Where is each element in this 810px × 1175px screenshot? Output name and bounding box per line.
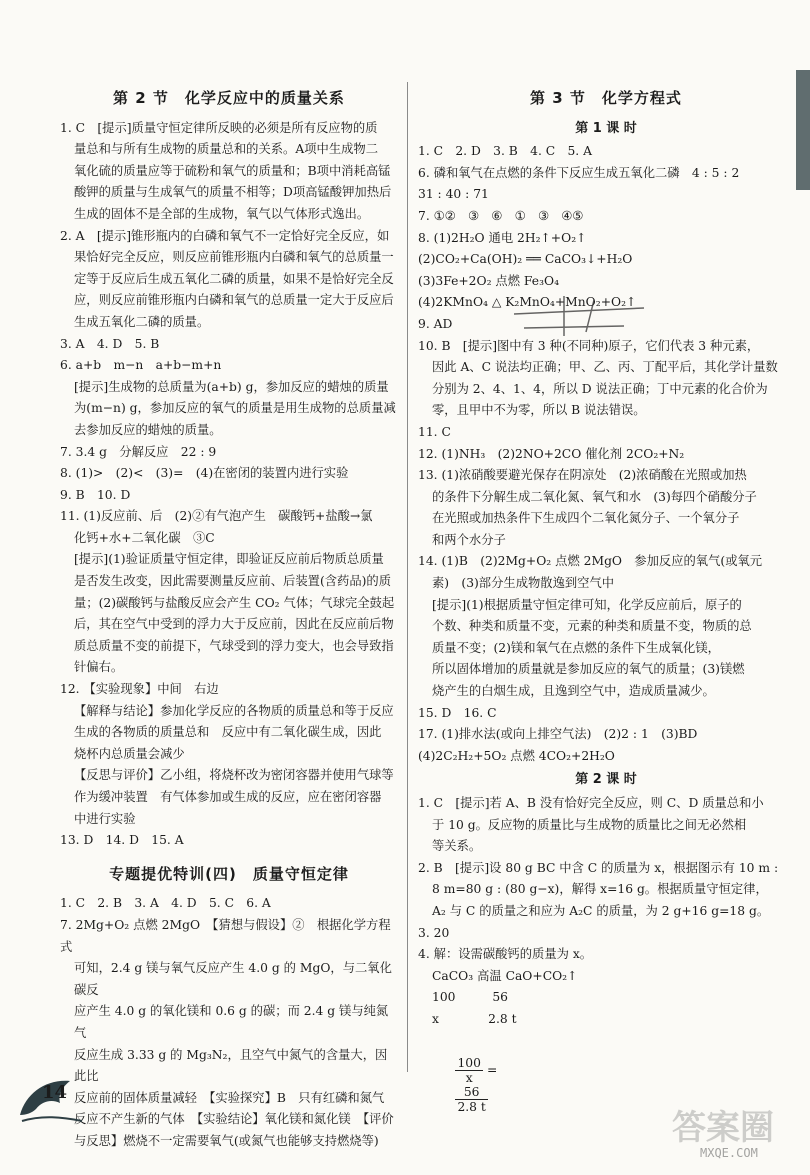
answer-line: (4)2KMnO₄ △ K₂MnO₄+MnO₂+O₂↑ xyxy=(418,295,637,310)
answer-line: 个数、种类和质量不变，元素的种类和质量不变，物质的总 xyxy=(432,619,752,634)
answer-line: 13. D 14. D 15. A xyxy=(60,833,184,848)
answer-line: 所以固体增加的质量就是参加反应的氧气的质量；(3)镁燃 xyxy=(432,662,745,677)
answer-line: 3. A 4. D 5. B xyxy=(60,336,160,351)
answer-line: 2. B [提示]设 80 g BC 中含 C 的质量为 x，根据图示有 10 m : xyxy=(418,860,779,875)
answer-line: 6. 磷和氧气在点燃的条件下反应生成五氧化二磷 4 : 5 : 2 xyxy=(418,165,740,180)
answer-line: 和两个水分子 xyxy=(432,532,506,547)
answer-line: 生成的固体不是全部的生成物，氧气以气体形式逸出。 xyxy=(74,206,370,221)
answer-line: [提示](1)根据质量守恒定律可知，化学反应前后，原子的 xyxy=(432,597,742,612)
column-divider xyxy=(407,82,408,1072)
answer-line: 7. 2Mg+O₂ 点燃 2MgO 【猜想与假设】② 根据化学方程式 xyxy=(60,917,391,954)
handwritten-mark xyxy=(504,288,654,340)
fraction-right: $\frac{56}{2.8 t}$ xyxy=(457,1085,486,1115)
watermark-url: MXQE.COM xyxy=(700,1146,758,1160)
fraction-left: $\frac{100}{x}$ xyxy=(457,1056,481,1086)
answer-line: 2. A [提示]锥形瓶内的白磷和氧气不一定恰好完全反应，如 xyxy=(60,228,390,243)
answer-line: 质总质量不变的前提下，气球受到的浮力变大，也会导致指 xyxy=(74,638,394,653)
answer-line: 9. AD xyxy=(418,316,453,331)
watermark-logo: 答案圈 xyxy=(672,1108,774,1148)
answer-line: 7. ①② ③ ⑥ ① ③ ④⑤ xyxy=(418,208,584,223)
answer-line: (2)CO₂+Ca(OH)₂ ══ CaCO₃↓+H₂O xyxy=(418,252,633,267)
answer-line: 酸钾的质量与生成氧气的质量不相等；D项高锰酸钾加热后 xyxy=(74,185,392,200)
answer-line: 7. 3.4 g 分解反应 22 : 9 xyxy=(60,444,217,459)
answer-line: 应产生 4.0 g 的氧化镁和 0.6 g 的碳；而 2.4 g 镁与纯氮气 xyxy=(74,1004,389,1040)
answer-line: 化钙+水+二氧化碳 ③C xyxy=(74,530,215,545)
answer-line: 零，且甲中不为零，所以 B 说法错误。 xyxy=(432,403,646,418)
answer-line: 12. 【实验现象】中间 右边 xyxy=(60,682,219,697)
answer-line: 【反思与评价】乙小组，将烧杯改为密闭容器并使用气球等 xyxy=(74,768,394,783)
answer-line: 量总和与所有生成物的质量总和的关系。A项中生成物二 xyxy=(74,142,379,157)
answer-line: 1. C [提示]质量守恒定律所反映的必须是所有反应物的质 xyxy=(60,120,378,135)
answer-line: 素) (3)部分生成物散逸到空气中 xyxy=(432,576,615,591)
section-title-3: 第 3 节 化学方程式 xyxy=(530,89,682,107)
answer-line: 烧产生的白烟生成，且逸到空气中，造成质量减少。 xyxy=(432,684,715,699)
answer-line: 因此 A、C 说法均正确；甲、乙、丙、丁配平后，其化学计量数 xyxy=(432,360,778,375)
answer-line: A₂ 与 C 的质量之和应为 A₂C 的质量，为 2 g+16 g=18 g。 xyxy=(432,903,770,918)
right-column xyxy=(418,82,794,1136)
lesson-2-title: 第 2 课 时 xyxy=(575,772,637,788)
answer-line: 17. (1)排水法(或向上排空气法) (2)2 : 1 (3)BD xyxy=(418,727,698,742)
answer-line: 分别为 2、4、1、4，所以 D 说法正确；丁中元素的化合价为 xyxy=(432,381,768,396)
answer-line: CaCO₃ 高温 CaO+CO₂↑ xyxy=(432,968,578,983)
left-column xyxy=(60,82,398,1153)
answer-line: 是否发生改变，因此需要测量反应前、后装置(含药品)的质 xyxy=(74,574,392,589)
page-edge-shadow xyxy=(796,70,810,190)
answer-line: 等关系。 xyxy=(432,839,482,854)
page-number: 14 xyxy=(42,1082,68,1103)
answer-line: 31 : 40 : 71 xyxy=(418,187,489,202)
answer-line: 11. C xyxy=(418,424,451,439)
answer-line: 6. a+b m−n a+b−m+n xyxy=(60,358,222,373)
answer-line: 去参加反应的蜡烛的质量。 xyxy=(74,422,222,437)
answer-line: 于 10 g。反应物的质量比与生成物的质量比之间无必然相 xyxy=(432,817,747,832)
answer-line: 反应生成 3.33 g 的 Mg₃N₂，且空气中氮气的含量大，因此比 xyxy=(74,1047,388,1084)
answer-line: 4. 解：设需碳酸钙的质量为 x。 xyxy=(418,947,593,962)
lesson-2-answers xyxy=(418,793,794,1031)
answer-line: 100 56 xyxy=(432,990,509,1005)
answer-line: 14. (1)B (2)2Mg+O₂ 点燃 2MgO 参加反应的氧气(或氧元 xyxy=(418,554,763,569)
answer-line: 中进行实验 xyxy=(74,811,136,826)
answer-line: 1. C 2. D 3. B 4. C 5. A xyxy=(418,144,592,159)
answer-line: 反应不产生新的气体 【实验结论】氧化镁和氮化镁 【评价 xyxy=(74,1112,394,1127)
answer-line: 烧杯内总质量会减少 xyxy=(74,746,185,761)
answer-line: (3)3Fe+2O₂ 点燃 Fe₃O₄ xyxy=(418,273,560,288)
section-title-2: 第 2 节 化学反应中的质量关系 xyxy=(113,89,345,107)
answer-line: 3. 20 xyxy=(418,925,450,940)
answer-line: 生成的各物质的质量总和 反应中有二氧化碳生成，因此 xyxy=(74,725,382,740)
answer-line: 12. (1)NH₃ (2)2NO+2CO 催化剂 2CO₂+N₂ xyxy=(418,446,685,461)
left-answers xyxy=(60,118,398,852)
answer-line: 11. (1)反应前、后 (2)②有气泡产生 碳酸钙+盐酸→氯 xyxy=(60,509,373,524)
answer-line: 果恰好完全反应，则反应前锥形瓶内白磷和氧气的总质量一 xyxy=(74,250,394,265)
answer-line: 作为缓冲装置 有气体参加或生成的反应，应在密闭容器 xyxy=(74,790,382,804)
proportion-equation: $\frac{100}{x}$ = $\frac{56}{2.8 t}$ xyxy=(457,1056,498,1115)
answer-line: 1. C 2. B 3. A 4. D 5. C 6. A xyxy=(60,896,271,911)
answer-line: 可知，2.4 g 镁与氧气反应产生 4.0 g 的 MgO，与二氧化碳反 xyxy=(74,961,392,997)
answer-line: 8. (1)> (2)< (3)= (4)在密闭的装置内进行实验 xyxy=(60,466,349,481)
answer-line: 10. B [提示]图中有 3 种(不同种)原子，它们代表 3 种元素， xyxy=(418,338,760,353)
answer-line: 定等于反应后生成五氧化二磷的质量，如果不是恰好完全反 xyxy=(74,271,394,286)
answer-line: 1. C [提示]若 A、B 没有恰好完全反应，则 C、D 质量总和小 xyxy=(418,796,764,810)
answer-line: 应，则反应前锥形瓶内白磷和氧气的总质量一定大于反应后 xyxy=(74,293,394,308)
answer-line: [提示]生成物的总质量为(a+b) g，参加反应的蜡烛的质量 xyxy=(74,379,389,394)
answer-line: 9. B 10. D xyxy=(60,487,131,502)
answer-line: 15. D 16. C xyxy=(418,705,497,720)
answer-line: 为(m−n) g，参加反应的氧气的质量是用生成物的总质量减 xyxy=(74,401,396,416)
answer-line: [提示](1)验证质量守恒定律，即验证反应前后物质总质量 xyxy=(74,552,384,567)
answer-line: x 2.8 t xyxy=(432,1011,517,1026)
answer-line: 的条件下分解生成二氧化氮、氧气和水 (3)每四个硝酸分子 xyxy=(432,489,757,504)
answer-line: 后，其在空气中受到的浮力大于反应前，因此在反应前后物 xyxy=(74,617,394,632)
answer-line: 量；(2)碳酸钙与盐酸反应会产生 CO₂ 气体；气球完全鼓起 xyxy=(74,595,395,610)
lesson-1-title: 第 1 课 时 xyxy=(575,120,637,136)
answer-line: 8. (1)2H₂O 通电 2H₂↑+O₂↑ xyxy=(418,230,587,245)
answer-line: 【解释与结论】参加化学反应的各物质的质量总和等于反应 xyxy=(74,703,394,718)
answer-line: 13. (1)浓硝酸要避光保存在阴凉处 (2)浓硝酸在光照或加热 xyxy=(418,468,747,483)
answer-line: 针偏右。 xyxy=(74,660,124,675)
special-training-title: 专题提优特训(四) 质量守恒定律 xyxy=(109,864,349,883)
answer-line: 反应前的固体质量减轻 【实验探究】B 只有红磷和氮气 xyxy=(74,1090,385,1105)
answer-line: 生成五氧化二磷的质量。 xyxy=(74,314,210,329)
answer-line: 质量不变；(2)镁和氧气在点燃的条件下生成氧化镁， xyxy=(432,640,720,655)
answer-line: 在光照或加热条件下生成四个二氧化氮分子、一个氧分子 xyxy=(432,511,740,526)
answer-line: 氧化硫的质量应等于硫粉和氧气的质量和；B项中消耗高锰 xyxy=(74,163,391,178)
answer-line: 8 m=80 g : (80 g−x)，解得 x=16 g。根据质量守恒定律， xyxy=(432,882,768,897)
lesson-1-answers xyxy=(418,141,794,767)
answer-line: (4)2C₂H₂+5O₂ 点燃 4CO₂+2H₂O xyxy=(418,748,615,763)
answer-line: 与反思】燃烧不一定需要氧气(或氮气也能够支持燃烧等) xyxy=(74,1133,379,1148)
